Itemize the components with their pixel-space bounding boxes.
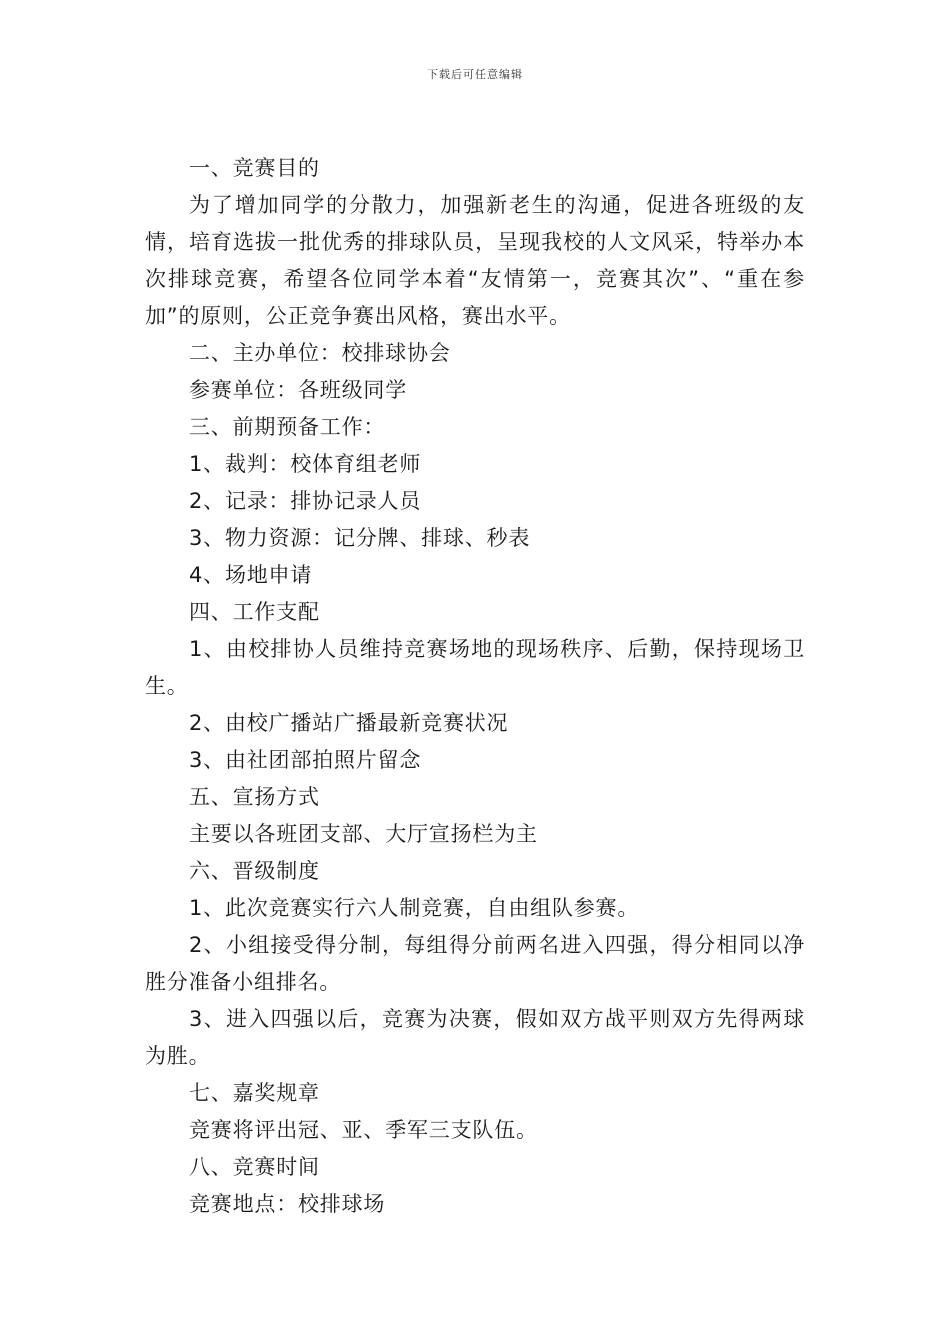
section-heading: 三、前期预备工作： [189, 415, 386, 439]
section-heading: 八、竞赛时间 [189, 1155, 320, 1179]
list-item: 2、小组接受得分制，每组得分前两名进入四强，得分相同以净胜分准备小组排名。 [145, 933, 805, 994]
body-paragraph: 竞赛地点：校排球场 [189, 1192, 386, 1216]
list-item: 3、由社团部拍照片留念 [189, 748, 422, 772]
section-heading: 七、嘉奖规章 [189, 1081, 320, 1105]
list-item: 3、进入四强以后，竞赛为决赛，假如双方战平则双方先得两球为胜。 [145, 1007, 805, 1068]
section-heading: 二、主办单位：校排球协会 [189, 341, 451, 365]
body-paragraph: 为了增加同学的分散力，加强新老生的沟通，促进各班级的友情，培育选拔一批优秀的排球队员，呈现我校的人文风采，特举办本次排球竞赛，希望各位同学本着“友情第一，竞赛其次”、“重在参加”的原则，公正竞争赛出风格，赛出水平。 [145, 193, 805, 328]
list-item: 2、由校广播站广播最新竞赛状况 [189, 711, 509, 735]
section-heading: 四、工作支配 [189, 600, 320, 624]
list-item: 4、场地申请 [189, 563, 313, 587]
section-heading: 六、晋级制度 [189, 859, 320, 883]
section-heading: 一、竞赛目的 [189, 156, 320, 180]
body-paragraph: 竞赛将评出冠、亚、季军三支队伍。 [189, 1118, 538, 1142]
header-note: 下载后可任意编辑 [427, 68, 523, 81]
body-paragraph: 主要以各班团支部、大厅宣扬栏为主 [189, 822, 538, 846]
list-item: 1、此次竞赛实行六人制竞赛，自由组队参赛。 [189, 896, 640, 920]
list-item: 1、裁判：校体育组老师 [189, 452, 422, 476]
section-heading: 五、宣扬方式 [189, 785, 320, 809]
list-item: 3、物力资源：记分牌、排球、秒表 [189, 526, 531, 550]
document-body [145, 150, 805, 1223]
body-paragraph: 参赛单位：各班级同学 [189, 378, 407, 402]
list-item: 1、由校排协人员维持竞赛场地的现场秩序、后勤，保持现场卫生。 [145, 637, 805, 698]
list-item: 2、记录：排协记录人员 [189, 489, 422, 513]
